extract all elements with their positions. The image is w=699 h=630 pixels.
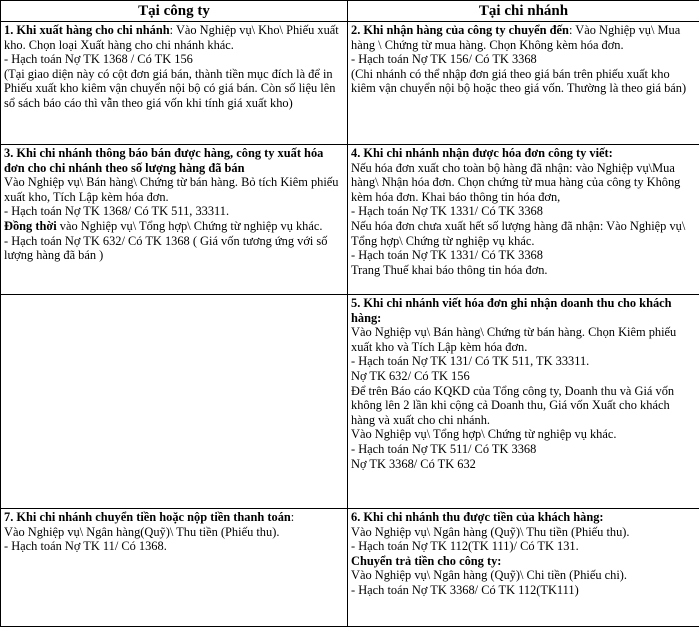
- header-company: Tại công ty: [1, 1, 348, 22]
- step-3-title: 3. Khi chi nhánh thông báo bán được hàng, công ty xuất hóa đơn cho chi nhánh theo số lượng hàng đã bán: [4, 146, 324, 175]
- header-branch: Tại chi nhánh: [348, 1, 699, 22]
- table-row: [1, 509, 699, 627]
- cell-empty: [1, 295, 348, 509]
- step-5-title: 5. Khi chi nhánh viết hóa đơn ghi nhận doanh thu cho khách hàng:: [351, 296, 672, 325]
- step-3-body: Vào Nghiệp vụ\ Bán hàng\ Chứng từ bán hàng. Bỏ tích Kiêm phiếu xuất kho, Tích Lập kèm hóa đơn. - Hạch toán Nợ TK 1368/ Có TK 511, 33311.: [4, 175, 339, 219]
- table-row: [1, 145, 699, 295]
- step-7-title: 7. Khi chi nhánh chuyển tiền hoặc nộp tiền thanh toán: [4, 510, 291, 524]
- step-4-body: Nếu hóa đơn xuất cho toàn bộ hàng đã nhận: vào Nghiệp vụ\Mua hàng\ Nhận hóa đơn. Chọn chứng từ mua hàng của công ty Không kèm hóa đơn. Khai báo thông tin hóa đơn, - Hạch toán Nợ TK 1331/ Có TK 3368 Nếu hóa đơn chưa xuất hết số lượng hàng đã nhận: Vào Nghiệp vụ\ Tổng hợp\ Chứng từ nghiệp vụ khác. - Hạch toán Nợ TK 1331/ Có TK 3368 Trang Thuế khai báo thông tin hóa đơn.: [351, 160, 686, 277]
- cell-step-7: [1, 509, 348, 627]
- step-6-body: Vào Nghiệp vụ\ Ngân hàng (Quỹ)\ Thu tiền (Phiếu thu). - Hạch toán Nợ TK 112(TK 111)/ Có TK 131.: [351, 524, 630, 554]
- step-3-body-continued: vào Nghiệp vụ\ Tổng hợp\ Chứng từ nghiệp vụ khác. - Hạch toán Nợ TK 632/ Có TK 1368 ( Giá vốn tương ứng với số lượng hàng đã bán ): [4, 218, 328, 263]
- step-3-emphasis: Đồng thời: [4, 218, 57, 233]
- cell-step-3: [1, 145, 348, 295]
- step-2-title: 2. Khi nhận hàng của công ty chuyển đến: [351, 23, 569, 37]
- table-row: [1, 22, 699, 145]
- step-7-body: : Vào Nghiệp vụ\ Ngân hàng(Quỹ)\ Thu tiền (Phiếu thu). - Hạch toán Nợ TK 11/ Có 1368.: [4, 510, 295, 554]
- step-6-subtitle: Chuyển trả tiền cho công ty:: [351, 553, 502, 568]
- cell-step-2: [348, 22, 699, 145]
- step-6-title: 6. Khi chi nhánh thu được tiền của khách hàng:: [351, 510, 604, 524]
- cell-step-1: [1, 22, 348, 145]
- step-4-title: 4. Khi chi nhánh nhận được hóa đơn công ty viết:: [351, 146, 613, 160]
- step-2-body: : Vào Nghiệp vụ\ Mua hàng \ Chứng từ mua hàng. Chọn Không kèm hóa đơn. - Hạch toán Nợ TK 156/ Có TK 3368 (Chi nhánh có thể nhập đơn giá theo giá bán trên phiếu xuất kho kiêm vận chuyển nội bộ hoặc theo giá vốn. Thường là theo giá bán): [351, 23, 687, 96]
- cell-step-4: [348, 145, 699, 295]
- step-5-body: Vào Nghiệp vụ\ Bán hàng\ Chứng từ bán hàng. Chọn Kiêm phiếu xuất kho và Tích Lập kèm hóa đơn. - Hạch toán Nợ TK 131/ Có TK 511, TK 33311. Nợ TK 632/ Có TK 156 Để trên Báo cáo KQKD của Tổng công ty, Doanh thu và Giá vốn không lên 2 lần khi cộng cả Doanh thu, Giá vốn Xuất cho khách hàng và xuất cho chi nhánh. Vào Nghiệp vụ\ Tổng hợp\ Chứng từ nghiệp vụ khác. - Hạch toán Nợ TK 511/ Có TK 3368 Nợ TK 3368/ Có TK 632: [351, 325, 677, 471]
- table-header-row: [1, 1, 699, 22]
- table-row: [1, 295, 699, 509]
- step-1-title: 1. Khi xuất hàng cho chi nhánh: [4, 23, 170, 37]
- step-6-body-continued: Vào Nghiệp vụ\ Ngân hàng (Quỹ)\ Chi tiền (Phiếu chi). - Hạch toán Nợ TK 3368/ Có TK 112(TK111): [351, 568, 627, 597]
- cell-step-5: [348, 295, 699, 509]
- cell-step-6: [348, 509, 699, 627]
- step-1-body: : Vào Nghiệp vụ\ Kho\ Phiếu xuất kho. Chọn loại Xuất hàng cho chi nhánh khác. - Hạch toán Nợ TK 1368 / Có TK 156 (Tại giao diện này có cột đơn giá bán, thành tiền mục đích là để in Phiếu xuất kho kiêm vận chuyển nội bộ có giá bán. Còn số liệu lên sổ sách báo cáo thì vẫn theo giá vốn khi tính giá xuất kho): [4, 23, 339, 110]
